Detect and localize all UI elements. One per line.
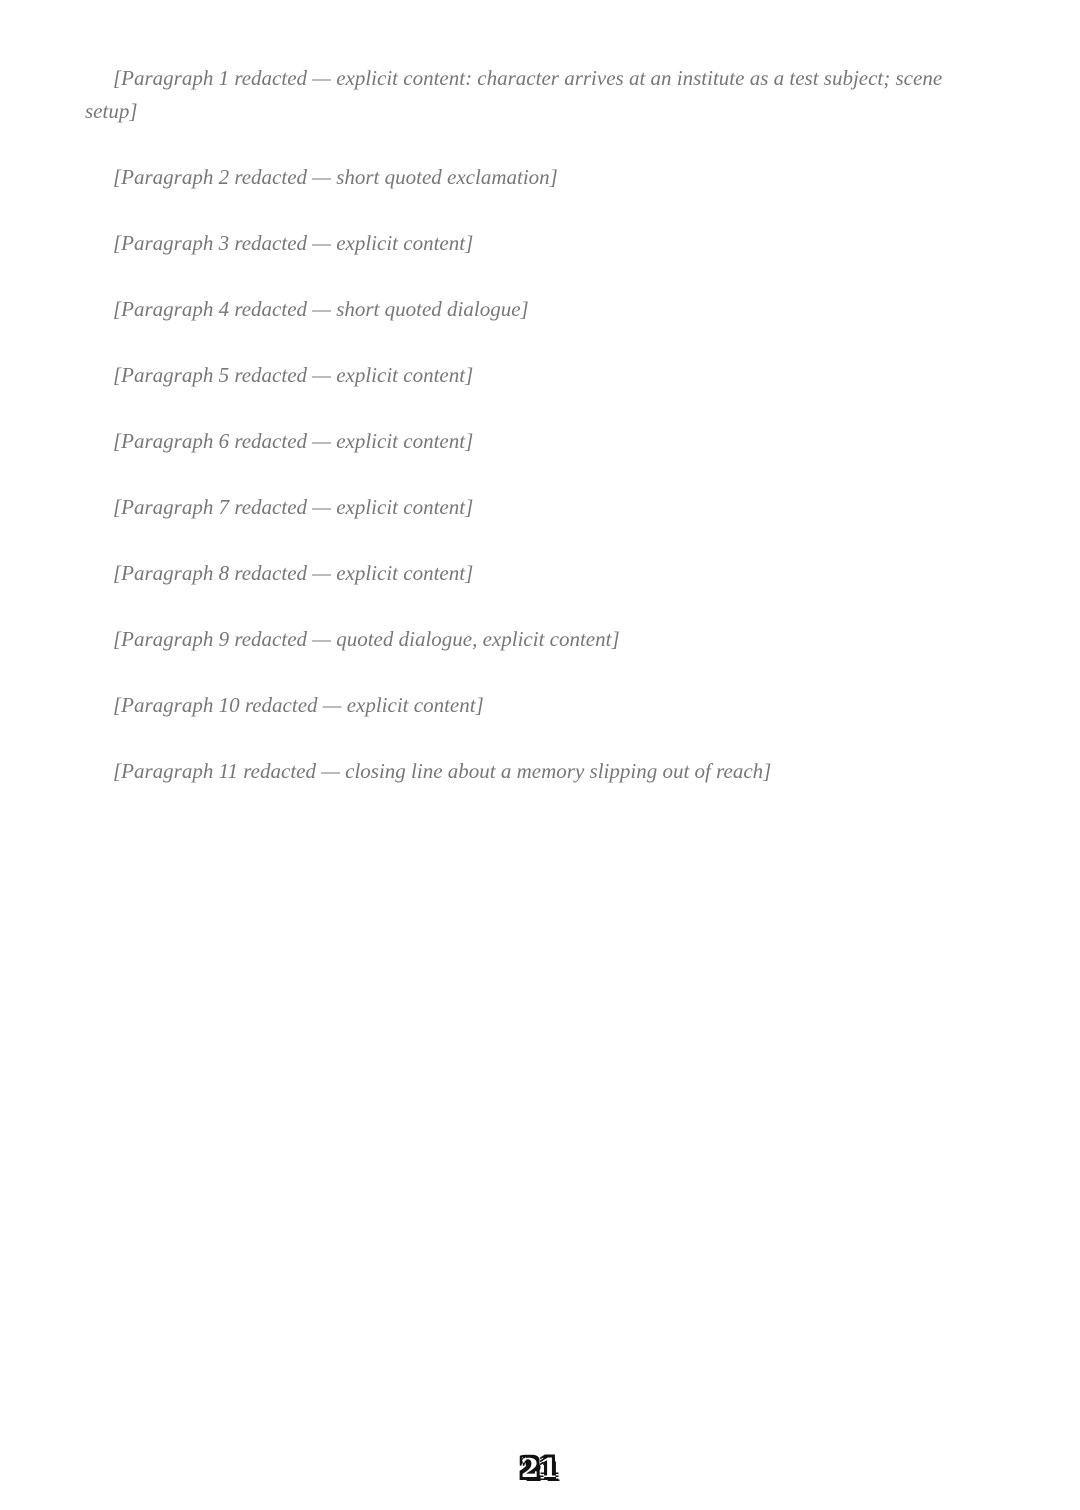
paragraph: [Paragraph 3 redacted — explicit content] xyxy=(113,231,474,255)
body-text-block xyxy=(85,62,995,821)
paragraph: [Paragraph 8 redacted — explicit content] xyxy=(113,561,474,585)
paragraph: [Paragraph 6 redacted — explicit content] xyxy=(113,429,474,453)
paragraph: [Paragraph 1 redacted — explicit content: character arrives at an institute as a test subject; scene setup] xyxy=(85,66,943,123)
paragraph: [Paragraph 9 redacted — quoted dialogue, explicit content] xyxy=(113,627,620,651)
paragraph: [Paragraph 11 redacted — closing line about a memory slipping out of reach] xyxy=(113,759,772,783)
paragraph: [Paragraph 2 redacted — short quoted exclamation] xyxy=(113,165,558,189)
paragraph: [Paragraph 10 redacted — explicit content] xyxy=(113,693,484,717)
paragraph: [Paragraph 4 redacted — short quoted dialogue] xyxy=(113,297,529,321)
paragraph: [Paragraph 7 redacted — explicit content] xyxy=(113,495,474,519)
page-number-badge: 21 xyxy=(520,1454,560,1484)
page-footer xyxy=(0,1454,1080,1484)
paragraph: [Paragraph 5 redacted — explicit content] xyxy=(113,363,474,387)
